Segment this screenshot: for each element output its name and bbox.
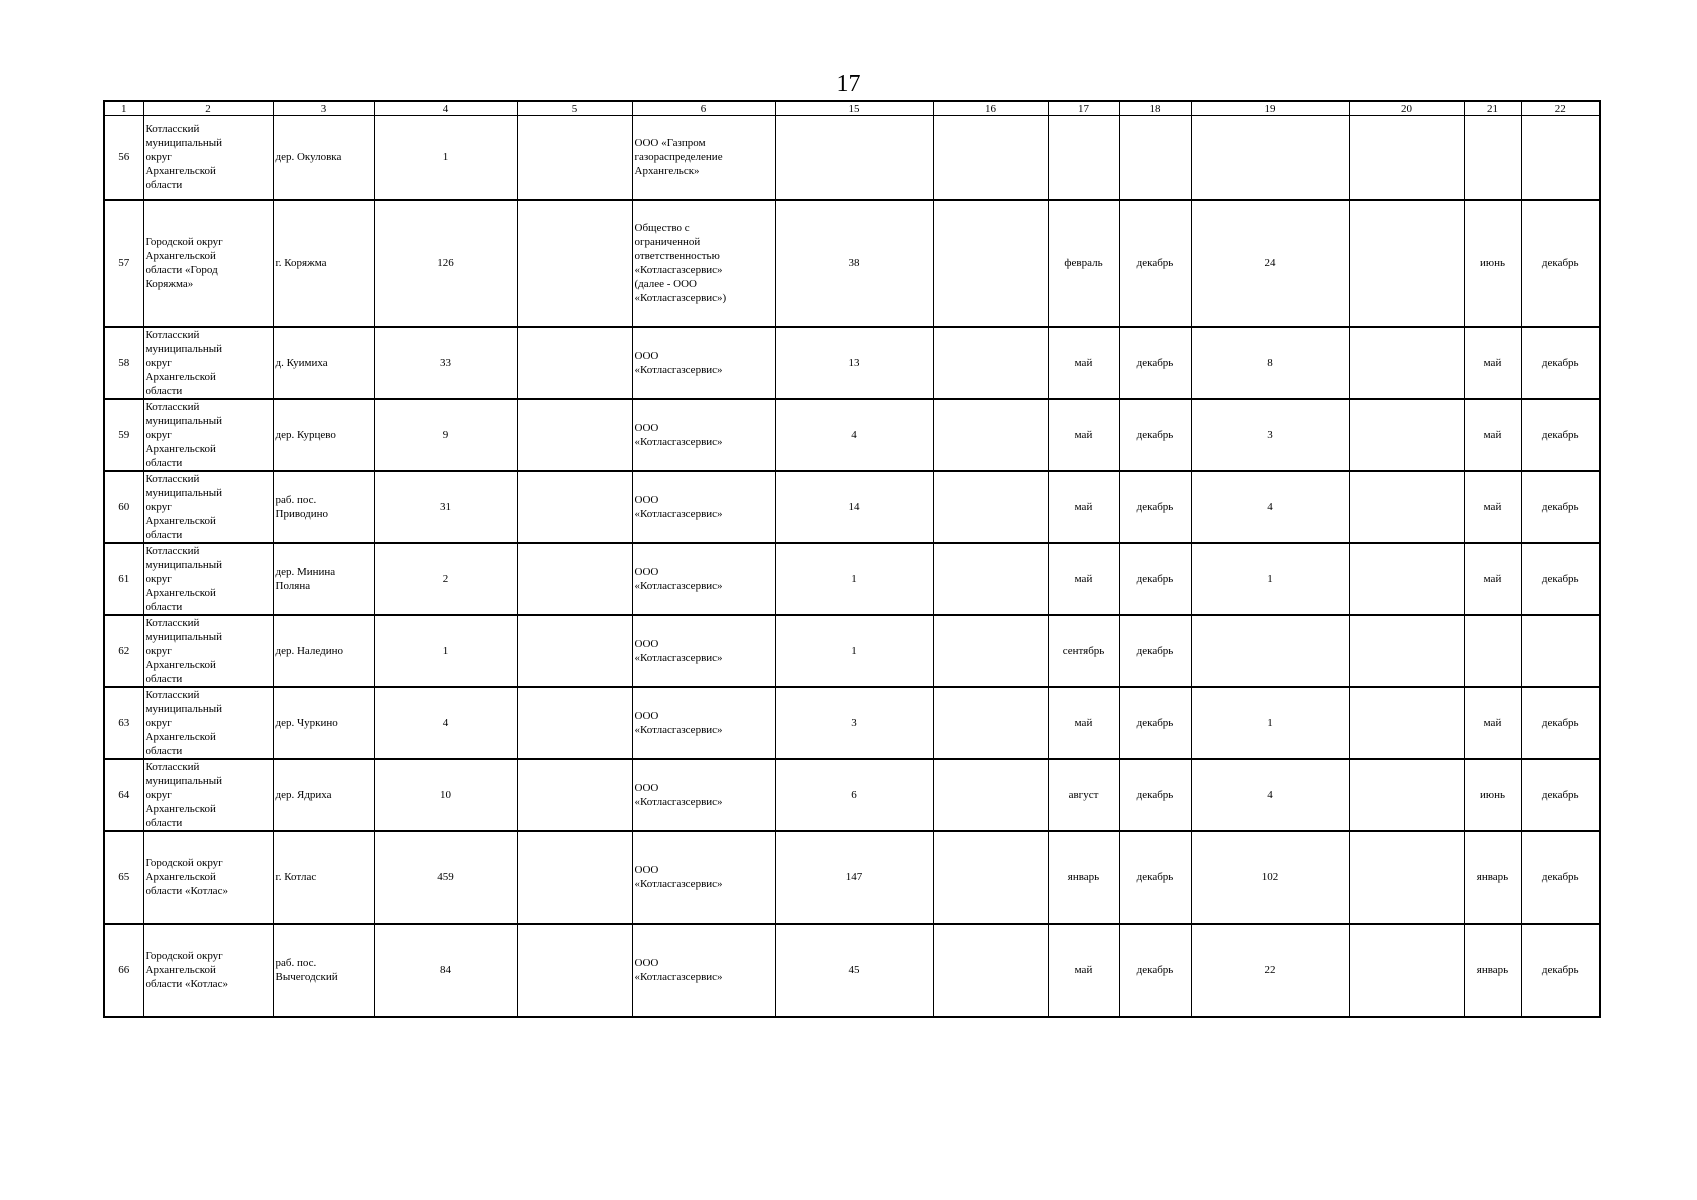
- table-cell-col-5: [517, 615, 632, 687]
- table-cell-col-18: декабрь: [1119, 759, 1191, 831]
- table-cell-col-4: 31: [374, 471, 517, 543]
- table-cell-col-17: май: [1048, 399, 1119, 471]
- header-cell: 16: [933, 101, 1048, 116]
- table-cell-col-15: 38: [775, 200, 933, 327]
- table-cell-col-6: ООО «Газпром газораспределение Архангельск»: [632, 116, 775, 200]
- table-cell-col-16: [933, 831, 1048, 924]
- table-cell-col-15: 3: [775, 687, 933, 759]
- table-cell-col-1: 64: [104, 759, 143, 831]
- table-cell-col-2: Городской округ Архангельской области «Котлас»: [143, 924, 273, 1017]
- table-cell-col-20: [1349, 831, 1464, 924]
- table-cell-col-22: декабрь: [1521, 327, 1600, 399]
- table-cell-col-17: сентябрь: [1048, 615, 1119, 687]
- table-cell-col-21: май: [1464, 471, 1521, 543]
- table-cell-col-19: 1: [1191, 543, 1349, 615]
- table-body: [104, 116, 1600, 1017]
- header-cell: 3: [273, 101, 374, 116]
- table-cell-col-17: май: [1048, 687, 1119, 759]
- header-cell: 20: [1349, 101, 1464, 116]
- table-cell-col-4: 4: [374, 687, 517, 759]
- table-cell-col-20: [1349, 759, 1464, 831]
- table-cell-col-22: декабрь: [1521, 200, 1600, 327]
- table-cell-col-6: ООО «Котласгазсервис»: [632, 759, 775, 831]
- table-cell-col-16: [933, 543, 1048, 615]
- header-cell: 4: [374, 101, 517, 116]
- table-cell-col-19: 4: [1191, 759, 1349, 831]
- table-cell-col-2: Котласский муниципальный округ Архангельской области: [143, 687, 273, 759]
- table-cell-col-22: декабрь: [1521, 924, 1600, 1017]
- table-cell-col-21: январь: [1464, 831, 1521, 924]
- table-cell-col-3: раб. пос. Вычегодский: [273, 924, 374, 1017]
- column-number-header: [104, 101, 1600, 116]
- table-cell-col-21: [1464, 116, 1521, 200]
- table-cell-col-2: Котласский муниципальный округ Архангельской области: [143, 615, 273, 687]
- table-cell-col-21: июнь: [1464, 200, 1521, 327]
- header-cell: 19: [1191, 101, 1349, 116]
- table-cell-col-3: дер. Ядриха: [273, 759, 374, 831]
- table-cell-col-3: дер. Чуркино: [273, 687, 374, 759]
- table-cell-col-4: 126: [374, 200, 517, 327]
- table-cell-col-18: [1119, 116, 1191, 200]
- table-cell-col-19: 3: [1191, 399, 1349, 471]
- table-cell-col-19: [1191, 615, 1349, 687]
- table-cell-col-22: декабрь: [1521, 399, 1600, 471]
- table-cell-col-6: ООО «Котласгазсервис»: [632, 924, 775, 1017]
- table-cell-col-6: ООО «Котласгазсервис»: [632, 327, 775, 399]
- table-cell-col-4: 10: [374, 759, 517, 831]
- table-cell-col-16: [933, 200, 1048, 327]
- table-cell-col-15: 45: [775, 924, 933, 1017]
- table-cell-col-20: [1349, 471, 1464, 543]
- table-cell-col-3: д. Куимиха: [273, 327, 374, 399]
- table-cell-col-5: [517, 831, 632, 924]
- table-cell-col-16: [933, 615, 1048, 687]
- table-row: [104, 543, 1600, 615]
- table-cell-col-21: май: [1464, 399, 1521, 471]
- table-cell-col-21: июнь: [1464, 759, 1521, 831]
- table-cell-col-5: [517, 116, 632, 200]
- table-cell-col-3: раб. пос. Приводино: [273, 471, 374, 543]
- table-cell-col-20: [1349, 116, 1464, 200]
- table-cell-col-2: Городской округ Архангельской области «Котлас»: [143, 831, 273, 924]
- table-cell-col-22: декабрь: [1521, 759, 1600, 831]
- table-row: [104, 759, 1600, 831]
- table-cell-col-5: [517, 399, 632, 471]
- table-cell-col-1: 63: [104, 687, 143, 759]
- table-cell-col-6: ООО «Котласгазсервис»: [632, 687, 775, 759]
- table-cell-col-15: [775, 116, 933, 200]
- table-cell-col-16: [933, 924, 1048, 1017]
- table-cell-col-6: ООО «Котласгазсервис»: [632, 615, 775, 687]
- table-cell-col-4: 1: [374, 615, 517, 687]
- header-cell: 5: [517, 101, 632, 116]
- header-cell: 1: [104, 101, 143, 116]
- table-cell-col-2: Котласский муниципальный округ Архангельской области: [143, 116, 273, 200]
- table-cell-col-17: [1048, 116, 1119, 200]
- table-cell-col-18: декабрь: [1119, 471, 1191, 543]
- table-row: [104, 399, 1600, 471]
- table-cell-col-18: декабрь: [1119, 327, 1191, 399]
- header-cell: 15: [775, 101, 933, 116]
- table-cell-col-6: ООО «Котласгазсервис»: [632, 471, 775, 543]
- table-cell-col-17: май: [1048, 471, 1119, 543]
- table-cell-col-15: 14: [775, 471, 933, 543]
- table-cell-col-16: [933, 687, 1048, 759]
- table-cell-col-1: 59: [104, 399, 143, 471]
- table-cell-col-16: [933, 399, 1048, 471]
- table-cell-col-2: Котласский муниципальный округ Архангельской области: [143, 759, 273, 831]
- table-row: [104, 831, 1600, 924]
- table-row: [104, 924, 1600, 1017]
- table-cell-col-1: 60: [104, 471, 143, 543]
- table-cell-col-2: Котласский муниципальный округ Архангельской области: [143, 399, 273, 471]
- table-cell-col-18: декабрь: [1119, 831, 1191, 924]
- header-cell: 18: [1119, 101, 1191, 116]
- table-cell-col-20: [1349, 687, 1464, 759]
- table-cell-col-1: 58: [104, 327, 143, 399]
- table-cell-col-17: май: [1048, 327, 1119, 399]
- table-cell-col-4: 459: [374, 831, 517, 924]
- table-cell-col-18: декабрь: [1119, 924, 1191, 1017]
- table-cell-col-22: декабрь: [1521, 471, 1600, 543]
- table-cell-col-6: ООО «Котласгазсервис»: [632, 543, 775, 615]
- table-cell-col-18: декабрь: [1119, 615, 1191, 687]
- table-cell-col-2: Котласский муниципальный округ Архангельской области: [143, 471, 273, 543]
- table-cell-col-18: декабрь: [1119, 399, 1191, 471]
- table-cell-col-3: дер. Минина Поляна: [273, 543, 374, 615]
- table-cell-col-4: 33: [374, 327, 517, 399]
- table-cell-col-21: май: [1464, 687, 1521, 759]
- table-cell-col-16: [933, 759, 1048, 831]
- table-cell-col-20: [1349, 399, 1464, 471]
- table-cell-col-6: ООО «Котласгазсервис»: [632, 399, 775, 471]
- table-cell-col-3: г. Котлас: [273, 831, 374, 924]
- header-cell: 22: [1521, 101, 1600, 116]
- table-cell-col-5: [517, 687, 632, 759]
- table-cell-col-5: [517, 327, 632, 399]
- table-row: [104, 200, 1600, 327]
- table-cell-col-22: декабрь: [1521, 687, 1600, 759]
- table-cell-col-19: 8: [1191, 327, 1349, 399]
- table-cell-col-21: [1464, 615, 1521, 687]
- page-number: 17: [836, 71, 861, 97]
- table-cell-col-17: февраль: [1048, 200, 1119, 327]
- table-cell-col-16: [933, 471, 1048, 543]
- table-cell-col-16: [933, 327, 1048, 399]
- table-row: [104, 471, 1600, 543]
- table-cell-col-6: Общество с ограниченной ответственностью «Котласгазсервис» (далее - ООО «Котласгазсервис»): [632, 200, 775, 327]
- table-cell-col-4: 9: [374, 399, 517, 471]
- data-table: [103, 100, 1601, 1018]
- table-cell-col-19: [1191, 116, 1349, 200]
- table-row: [104, 327, 1600, 399]
- table-cell-col-20: [1349, 327, 1464, 399]
- table-cell-col-2: Городской округ Архангельской области «Город Коряжма»: [143, 200, 273, 327]
- table-cell-col-2: Котласский муниципальный округ Архангельской области: [143, 327, 273, 399]
- header-cell: 2: [143, 101, 273, 116]
- table-cell-col-19: 4: [1191, 471, 1349, 543]
- table-cell-col-17: январь: [1048, 831, 1119, 924]
- table-cell-col-15: 4: [775, 399, 933, 471]
- table-cell-col-18: декабрь: [1119, 687, 1191, 759]
- table-cell-col-4: 2: [374, 543, 517, 615]
- table-cell-col-5: [517, 471, 632, 543]
- table-cell-col-1: 56: [104, 116, 143, 200]
- table-cell-col-3: дер. Курцево: [273, 399, 374, 471]
- table-cell-col-1: 61: [104, 543, 143, 615]
- table-cell-col-3: г. Коряжма: [273, 200, 374, 327]
- table-cell-col-15: 1: [775, 543, 933, 615]
- table-cell-col-6: ООО «Котласгазсервис»: [632, 831, 775, 924]
- table-cell-col-20: [1349, 543, 1464, 615]
- table-cell-col-4: 84: [374, 924, 517, 1017]
- table-cell-col-5: [517, 759, 632, 831]
- table-cell-col-15: 6: [775, 759, 933, 831]
- table-cell-col-20: [1349, 924, 1464, 1017]
- table-row: [104, 687, 1600, 759]
- table-cell-col-5: [517, 200, 632, 327]
- table-cell-col-22: декабрь: [1521, 831, 1600, 924]
- table-row: [104, 615, 1600, 687]
- table-cell-col-5: [517, 924, 632, 1017]
- table-cell-col-19: 22: [1191, 924, 1349, 1017]
- table-cell-col-5: [517, 543, 632, 615]
- table-cell-col-1: 62: [104, 615, 143, 687]
- table-cell-col-19: 102: [1191, 831, 1349, 924]
- header-row: [104, 101, 1600, 116]
- table-cell-col-1: 66: [104, 924, 143, 1017]
- table-cell-col-22: [1521, 615, 1600, 687]
- table-cell-col-17: май: [1048, 543, 1119, 615]
- table-cell-col-18: декабрь: [1119, 543, 1191, 615]
- table-cell-col-22: декабрь: [1521, 543, 1600, 615]
- table-cell-col-3: дер. Наледино: [273, 615, 374, 687]
- table-cell-col-15: 147: [775, 831, 933, 924]
- table-cell-col-19: 1: [1191, 687, 1349, 759]
- table-cell-col-2: Котласский муниципальный округ Архангельской области: [143, 543, 273, 615]
- table-cell-col-15: 13: [775, 327, 933, 399]
- table-cell-col-17: август: [1048, 759, 1119, 831]
- table-cell-col-21: январь: [1464, 924, 1521, 1017]
- table-cell-col-17: май: [1048, 924, 1119, 1017]
- table-cell-col-22: [1521, 116, 1600, 200]
- table-cell-col-15: 1: [775, 615, 933, 687]
- table-cell-col-21: май: [1464, 543, 1521, 615]
- table-cell-col-3: дер. Окуловка: [273, 116, 374, 200]
- table-cell-col-18: декабрь: [1119, 200, 1191, 327]
- header-cell: 21: [1464, 101, 1521, 116]
- table-cell-col-19: 24: [1191, 200, 1349, 327]
- table-cell-col-1: 65: [104, 831, 143, 924]
- table-cell-col-4: 1: [374, 116, 517, 200]
- header-cell: 17: [1048, 101, 1119, 116]
- table-cell-col-20: [1349, 200, 1464, 327]
- table-cell-col-16: [933, 116, 1048, 200]
- table-cell-col-1: 57: [104, 200, 143, 327]
- header-cell: 6: [632, 101, 775, 116]
- table-cell-col-21: май: [1464, 327, 1521, 399]
- table-cell-col-20: [1349, 615, 1464, 687]
- table-row: [104, 116, 1600, 200]
